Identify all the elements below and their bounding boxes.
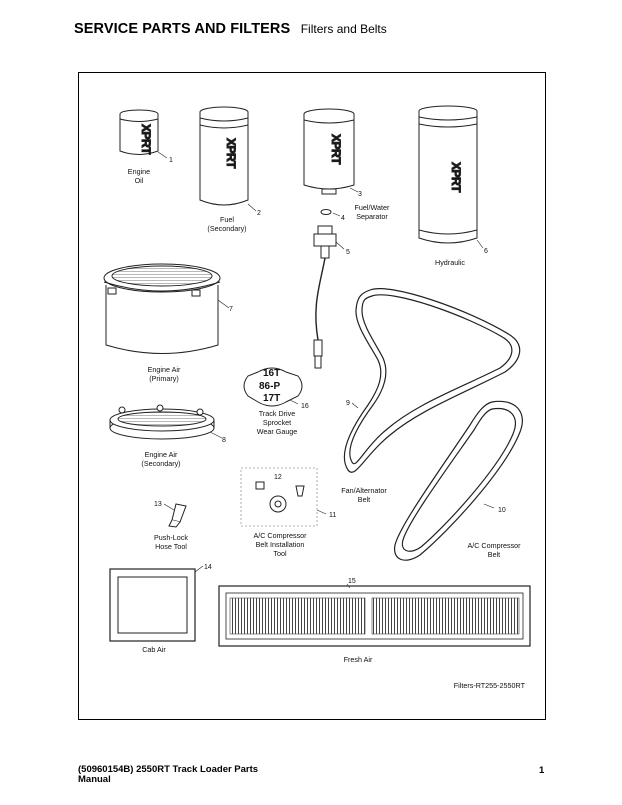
engine-air-primary-filter bbox=[104, 264, 220, 354]
document-title-line2: Manual bbox=[78, 774, 111, 785]
label-line: Belt bbox=[357, 495, 371, 504]
callout-2: 2 bbox=[257, 210, 261, 217]
label-engine-air-primary bbox=[148, 365, 181, 383]
label-line: Cab Air bbox=[142, 645, 166, 654]
brand-logo-3: XPRT bbox=[329, 134, 343, 165]
label-line: A/C Compressor bbox=[253, 531, 307, 540]
label-line: Hydraulic bbox=[435, 258, 465, 267]
label-line: Sprocket bbox=[262, 418, 292, 427]
label-line: Belt Installation bbox=[255, 540, 305, 549]
page-title: SERVICE PARTS AND FILTERS bbox=[74, 21, 291, 37]
label-line: Fan/Alternator bbox=[341, 486, 387, 495]
label-line: Fresh Air bbox=[343, 655, 373, 664]
callout-4: 4 bbox=[341, 215, 345, 222]
brand-logo-2: XPRT bbox=[224, 138, 238, 169]
label-line: Fuel/Water bbox=[354, 203, 390, 212]
page-number: 1 bbox=[539, 765, 545, 776]
label-push-lock-hose-tool bbox=[154, 533, 188, 551]
engine-air-secondary-filter bbox=[110, 405, 214, 439]
ac-compressor-belt bbox=[395, 401, 523, 560]
label-engine-air-secondary bbox=[141, 450, 180, 468]
callout-5: 5 bbox=[346, 249, 350, 256]
label-line: Hose Tool bbox=[155, 542, 187, 551]
document-title bbox=[78, 765, 258, 785]
label-line: (Primary) bbox=[149, 374, 179, 383]
callout-6: 6 bbox=[484, 248, 488, 255]
callout-11: 11 bbox=[329, 512, 337, 519]
fresh-air-filter bbox=[219, 586, 530, 646]
document-title-line1: (50960154B) 2550RT Track Loader Parts bbox=[78, 764, 259, 775]
label-wear-gauge bbox=[257, 409, 298, 436]
hydraulic-filter bbox=[419, 106, 477, 243]
brand-logo-6: XPRT bbox=[449, 162, 463, 193]
label-line: Push-Lock bbox=[154, 533, 188, 542]
gauge-mark-3: 17T bbox=[263, 393, 281, 404]
callout-12: 12 bbox=[274, 474, 282, 481]
o-ring bbox=[321, 210, 331, 215]
callout-15: 15 bbox=[348, 578, 356, 585]
fuel-secondary-filter bbox=[200, 107, 248, 205]
label-line: Fuel bbox=[220, 215, 234, 224]
callout-3: 3 bbox=[358, 191, 362, 198]
label-line: (Secondary) bbox=[141, 459, 181, 468]
label-line: Engine Air bbox=[144, 450, 178, 459]
label-line: (Secondary) bbox=[207, 224, 247, 233]
callout-7: 7 bbox=[229, 306, 233, 313]
label-line: Engine Air bbox=[147, 365, 181, 374]
fuel-water-separator-filter bbox=[304, 109, 354, 194]
engine-oil-filter bbox=[120, 110, 158, 155]
label-line: Engine bbox=[127, 167, 151, 176]
label-fresh-air bbox=[344, 655, 373, 664]
label-line: Track Drive bbox=[258, 409, 296, 418]
label-line: Tool bbox=[273, 549, 287, 558]
label-fuel-secondary bbox=[207, 215, 246, 233]
callout-1: 1 bbox=[169, 157, 173, 164]
label-fuel-water-separator bbox=[355, 203, 390, 221]
label-fan-alternator-belt bbox=[341, 486, 387, 504]
label-engine-oil bbox=[128, 167, 150, 185]
callout-9: 9 bbox=[346, 400, 350, 407]
gauge-mark-2: 86-P bbox=[259, 381, 281, 392]
gauge-mark-1: 16T bbox=[263, 368, 281, 379]
wear-gauge bbox=[244, 368, 302, 406]
callout-16: 16 bbox=[301, 403, 309, 410]
push-lock-hose-tool bbox=[169, 504, 186, 527]
callout-8: 8 bbox=[222, 437, 226, 444]
brand-logo-1: XPRT bbox=[139, 124, 153, 155]
label-line: A/C Compressor bbox=[467, 541, 521, 550]
label-line: Oil bbox=[134, 176, 144, 185]
label-line: Belt bbox=[487, 550, 501, 559]
label-ac-compressor-belt bbox=[467, 541, 521, 559]
figure-id: Filters-RT255-2550RT bbox=[453, 681, 525, 690]
label-belt-installation-tool bbox=[253, 531, 307, 558]
callout-13: 13 bbox=[154, 501, 162, 508]
label-cab-air bbox=[142, 645, 166, 654]
callout-10: 10 bbox=[498, 507, 506, 514]
water-sensor bbox=[314, 226, 336, 368]
cab-air-filter bbox=[110, 569, 195, 641]
callout-14: 14 bbox=[204, 564, 212, 571]
page-subtitle: Filters and Belts bbox=[300, 22, 387, 36]
fan-alternator-belt bbox=[344, 289, 519, 473]
label-line: Wear Gauge bbox=[256, 427, 298, 436]
label-hydraulic bbox=[435, 258, 465, 267]
label-line: Separator bbox=[356, 212, 388, 221]
